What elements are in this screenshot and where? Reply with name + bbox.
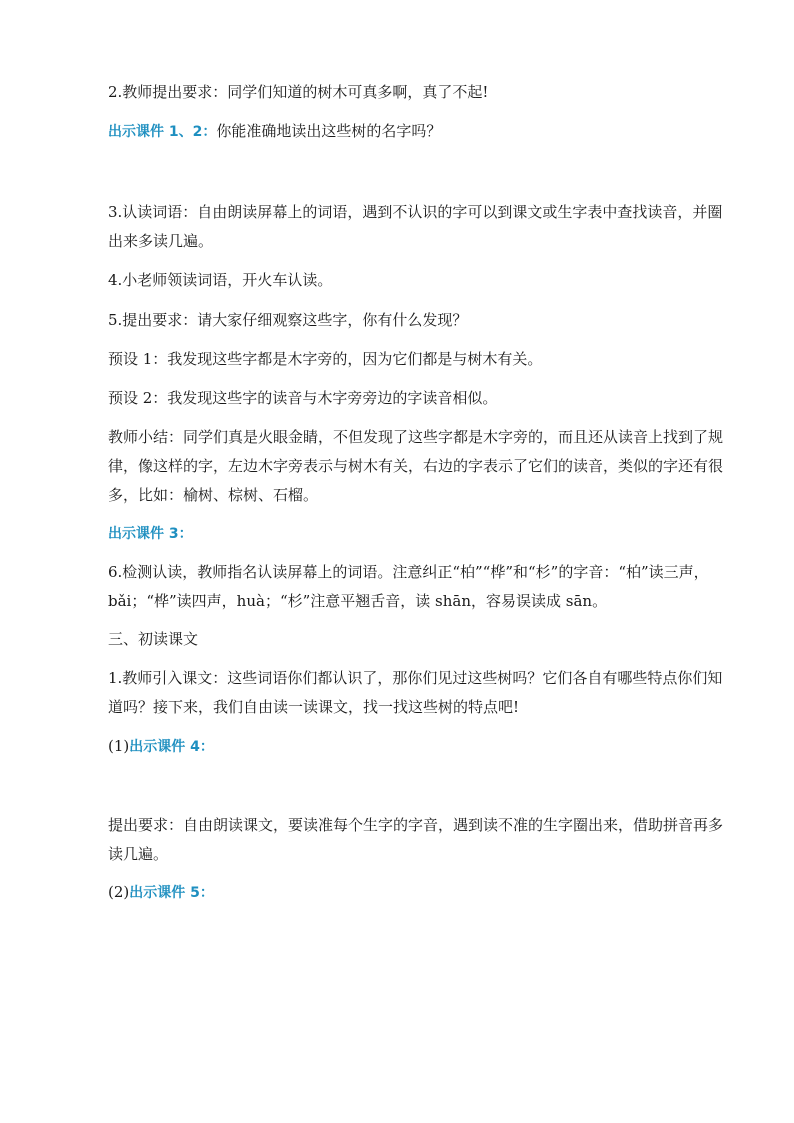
paragraph-little-teacher: [108, 266, 728, 295]
paragraph-courseware-5: [108, 878, 728, 908]
paragraph-text: 4.小老师领读词语，开火车认读。: [108, 271, 333, 289]
paragraph-text: 你能准确地读出这些树的名字吗？: [216, 122, 442, 140]
section-heading: 三、初读课文: [108, 630, 199, 648]
paragraph-courseware-3: [108, 519, 728, 549]
courseware-label: 出示课件 5：: [129, 885, 214, 901]
paragraph-text: 3.认读词语：自由朗读屏幕上的词语，遇到不认识的字可以到课文或生字表中查找读音，并圈出来多读几遍。: [108, 203, 723, 250]
paragraph-text: 6.检测认读，教师指名认读屏幕上的词语。注意纠正“柏”“桦”和“杉”的字音：“柏”读三声，bǎi；“桦”读四声，huà；“杉”注意平翘舌音，读 shān，容易误读成 sān。: [108, 563, 709, 610]
paragraph-text: 教师小结：同学们真是火眼金睛，不但发现了这些字都是木字旁的，而且还从读音上找到了规律，像这样的字，左边木字旁表示与树木有关，右边的字表示了它们的读音，类似的字还有很多，比如：榆树、棕树、石榴。: [108, 428, 724, 504]
paragraph-check-reading: [108, 558, 728, 616]
paragraph-read-words: [108, 198, 728, 256]
paragraph-teacher-request: [108, 78, 728, 107]
courseware-label: 出示课件 1、2：: [108, 124, 217, 140]
paragraph-preset-1: [108, 345, 728, 374]
paragraph-teacher-summary: [108, 423, 728, 510]
paragraph-preset-2: [108, 384, 728, 413]
paragraph-read-aloud-request: [108, 811, 728, 869]
courseware-label: 出示课件 4：: [129, 739, 214, 755]
section-heading-first-reading: [108, 625, 728, 654]
paragraph-courseware-4: [108, 732, 728, 762]
courseware-label: 出示课件 3：: [108, 526, 193, 542]
paragraph-courseware-1-2: [108, 117, 728, 147]
paragraph-text: 提出要求：自由朗读课文，要读准每个生字的字音，遇到读不准的生字圈出来，借助拼音再多读几遍。: [108, 816, 724, 863]
paragraph-text: 预设 1：我发现这些字都是木字旁的，因为它们都是与树木有关。: [108, 350, 543, 368]
paragraph-text: 5.提出要求：请大家仔细观察这些字，你有什么发现？: [108, 311, 468, 329]
paragraph-text: 1.教师引入课文：这些词语你们都认识了，那你们见过这些树吗？它们各自有哪些特点你们知道吗？接下来，我们自由读一读课文，找一找这些树的特点吧!: [108, 669, 723, 716]
paragraph-text: 预设 2：我发现这些字的读音与木字旁旁边的字读音相似。: [108, 389, 498, 407]
paragraph-text: 2.教师提出要求：同学们知道的树木可真多啊，真了不起!: [108, 83, 489, 101]
paragraph-introduce-text: [108, 664, 728, 722]
list-prefix: (1): [108, 737, 130, 755]
paragraph-observe-request: [108, 306, 728, 335]
list-prefix: (2): [108, 883, 130, 901]
